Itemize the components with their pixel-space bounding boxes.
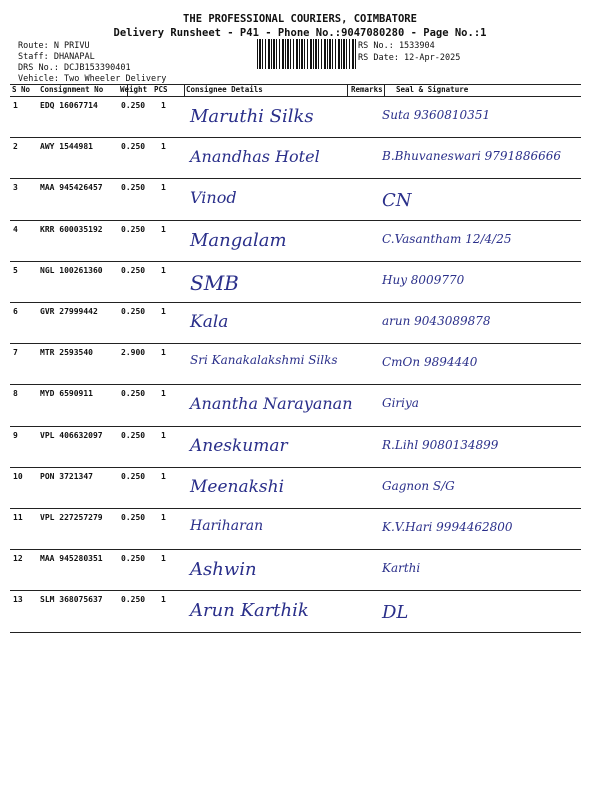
rs-date-label: RS Date: 12-Apr-2025 bbox=[358, 53, 461, 63]
row-sno: 4 bbox=[13, 224, 18, 234]
table-row bbox=[10, 508, 581, 549]
runsheet-table bbox=[10, 84, 581, 632]
consignment-no: NGL 100261360 bbox=[40, 265, 103, 275]
weight-value: 0.250 bbox=[121, 389, 146, 399]
pcs-value: 1 bbox=[161, 513, 166, 522]
table-row bbox=[10, 549, 581, 590]
row-sno: 10 bbox=[13, 471, 23, 481]
col-header-pcs: PCS bbox=[154, 85, 168, 94]
consignee-handwriting: Sri Kanakalakshmi Silks bbox=[190, 353, 338, 368]
company-title: THE PROFESSIONAL COURIERS, COIMBATORE bbox=[183, 13, 417, 25]
table-row bbox=[10, 137, 581, 178]
weight-value: 0.250 bbox=[121, 224, 146, 234]
table-row bbox=[10, 343, 581, 384]
runsheet-subtitle: Delivery Runsheet - P41 - Phone No.:9047080280 - Page No.:1 bbox=[113, 27, 487, 39]
row-sno: 1 bbox=[13, 101, 18, 110]
consignment-no: VPL 227257279 bbox=[40, 513, 103, 522]
consignment-no: EDQ 16067714 bbox=[40, 101, 98, 110]
consignee-handwriting: Anantha Narayanan bbox=[190, 394, 353, 414]
table-row bbox=[10, 220, 581, 261]
row-sno: 2 bbox=[13, 142, 18, 152]
consignee-handwriting: Maruthi Silks bbox=[190, 106, 314, 127]
col-header-sno: S No bbox=[12, 85, 31, 94]
table-row bbox=[10, 467, 581, 508]
weight-value: 0.250 bbox=[121, 183, 146, 193]
consignee-handwriting: Ashwin bbox=[190, 559, 257, 581]
signature-handwriting: CmOn 9894440 bbox=[382, 355, 478, 370]
table-row bbox=[10, 261, 581, 302]
consignment-no: AWY 1544981 bbox=[40, 142, 93, 152]
consignment-no: PON 3721347 bbox=[40, 471, 93, 481]
col-header-consignment: Consignment No bbox=[40, 85, 104, 94]
weight-value: 2.900 bbox=[121, 348, 146, 358]
route-label: Route: N PRIVU bbox=[18, 41, 90, 51]
signature-handwriting: C.Vasantham 12/4/25 bbox=[382, 231, 512, 246]
pcs-value: 1 bbox=[161, 554, 166, 564]
row-sno: 9 bbox=[13, 430, 18, 440]
pcs-value: 1 bbox=[161, 430, 166, 440]
signature-handwriting: CN bbox=[382, 190, 412, 212]
consignee-handwriting: Kala bbox=[190, 312, 229, 332]
weight-value: 0.250 bbox=[121, 101, 146, 110]
pcs-value: 1 bbox=[161, 224, 166, 234]
pcs-value: 1 bbox=[161, 265, 166, 275]
consignee-handwriting: Aneskumar bbox=[190, 435, 288, 456]
row-sno: 8 bbox=[13, 389, 18, 399]
pcs-value: 1 bbox=[161, 307, 166, 316]
consignment-no: GVR 27999442 bbox=[40, 307, 98, 316]
row-sno: 11 bbox=[13, 513, 23, 522]
col-header-weight: Weight bbox=[120, 85, 148, 94]
table-row bbox=[10, 96, 581, 137]
row-sno: 7 bbox=[13, 348, 18, 358]
pcs-value: 1 bbox=[161, 183, 166, 193]
pcs-value: 1 bbox=[161, 101, 166, 110]
vehicle-label: Vehicle: Two Wheeler Delivery bbox=[18, 74, 167, 84]
weight-value: 0.250 bbox=[121, 554, 146, 564]
consignment-no: MAA 945280351 bbox=[40, 554, 103, 564]
signature-handwriting: Giriya bbox=[382, 396, 419, 411]
row-sno: 6 bbox=[13, 307, 18, 316]
pcs-value: 1 bbox=[161, 595, 166, 605]
weight-value: 0.250 bbox=[121, 142, 146, 152]
row-sno: 12 bbox=[13, 554, 23, 564]
pcs-value: 1 bbox=[161, 471, 166, 481]
row-sno: 3 bbox=[13, 183, 18, 193]
consignment-no: KRR 600035192 bbox=[40, 224, 103, 234]
consignment-no: MAA 945426457 bbox=[40, 183, 103, 193]
weight-value: 0.250 bbox=[121, 307, 146, 316]
signature-handwriting: Karthi bbox=[382, 561, 421, 576]
consignee-handwriting: Vinod bbox=[190, 188, 237, 208]
signature-handwriting: K.V.Hari 9994462800 bbox=[382, 520, 513, 534]
pcs-value: 1 bbox=[161, 142, 166, 152]
drs-no-label: DRS No.: DCJB153390401 bbox=[18, 63, 131, 73]
signature-handwriting: Huy 8009770 bbox=[382, 272, 465, 287]
table-row bbox=[10, 590, 581, 631]
table-row bbox=[10, 384, 581, 425]
weight-value: 0.250 bbox=[121, 430, 146, 440]
col-header-remarks: Remarks bbox=[351, 85, 383, 94]
pcs-value: 1 bbox=[161, 348, 166, 358]
signature-handwriting: R.Lihl 9080134899 bbox=[382, 437, 499, 452]
weight-value: 0.250 bbox=[121, 265, 146, 275]
signature-handwriting: DL bbox=[382, 602, 409, 624]
col-header-signature: Seal & Signature bbox=[396, 85, 469, 94]
signature-handwriting: B.Bhuvaneswari 9791886666 bbox=[382, 149, 561, 164]
pcs-value: 1 bbox=[161, 389, 166, 399]
rs-no-label: RS No.: 1533904 bbox=[358, 41, 435, 51]
consignee-handwriting: Meenakshi bbox=[190, 476, 285, 497]
weight-value: 0.250 bbox=[121, 595, 146, 605]
signature-handwriting: Suta 9360810351 bbox=[382, 108, 491, 122]
table-row bbox=[10, 426, 581, 467]
consignment-no: VPL 406632097 bbox=[40, 430, 103, 440]
weight-value: 0.250 bbox=[121, 513, 146, 522]
weight-value: 0.250 bbox=[121, 471, 146, 481]
row-sno: 13 bbox=[13, 595, 23, 605]
row-sno: 5 bbox=[13, 265, 18, 275]
barcode bbox=[257, 39, 357, 69]
signature-handwriting: Gagnon S/G bbox=[382, 478, 455, 493]
table-row bbox=[10, 302, 581, 343]
signature-handwriting: arun 9043089878 bbox=[382, 314, 491, 328]
consignment-no: MYD 6590911 bbox=[40, 389, 93, 399]
table-row bbox=[10, 178, 581, 219]
consignee-handwriting: Arun Karthik bbox=[190, 600, 309, 622]
consignee-handwriting: Anandhas Hotel bbox=[190, 147, 320, 167]
consignment-no: MTR 2593540 bbox=[40, 348, 93, 358]
consignee-handwriting: Hariharan bbox=[190, 518, 264, 534]
consignee-handwriting: Mangalam bbox=[190, 229, 287, 251]
consignment-no: SLM 368075637 bbox=[40, 595, 103, 605]
staff-label: Staff: DHANAPAL bbox=[18, 52, 95, 62]
col-header-consignee: Consignee Details bbox=[186, 85, 263, 94]
consignee-handwriting: SMB bbox=[190, 270, 239, 295]
